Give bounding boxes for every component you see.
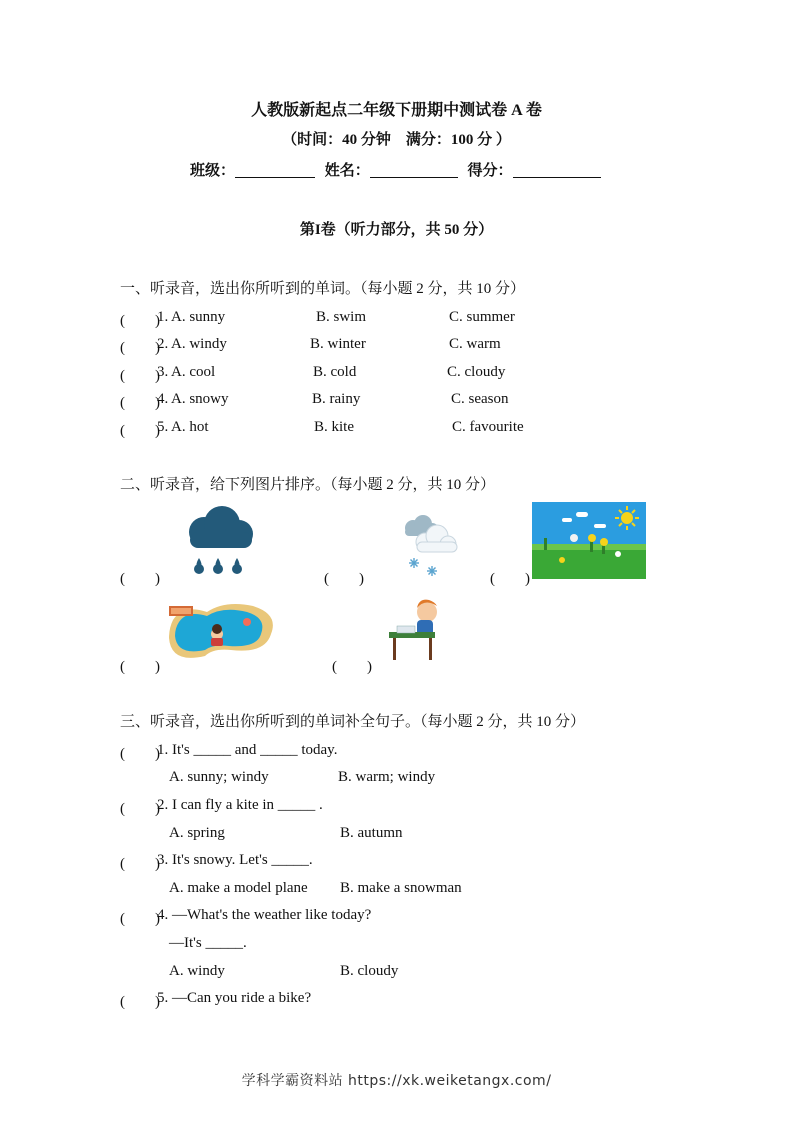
info-line [190,159,601,180]
question-number: 2. [157,336,169,352]
option-b: B. warm; windy [338,769,436,785]
score-label: 得分： [467,163,513,179]
option-b: B. swim [316,309,367,325]
option-b: B. cloudy [340,963,399,979]
option-a: A. windy [169,963,225,979]
picture-paren-4: ( ) [120,659,160,675]
part1-heading: 一、听录音，选出你所听到的单词。（每小题 2 分，共 10 分） [120,281,526,297]
option-a: A. spring [169,825,225,841]
rain-cloud-icon [182,502,258,580]
option-a: A. cool [171,364,216,380]
question-text: 3. It's snowy. Let's _____. [157,852,313,868]
part3-heading: 三、听录音，选出你所听到的单词补全句子。（每小题 2 分，共 10 分） [120,714,586,730]
picture-paren-1: ( ) [120,571,160,587]
option-b: B. kite [314,419,354,435]
exam-subtitle: （时间：40 分钟 满分：100 分 ） [282,132,511,148]
question-text: 1. It's _____ and _____ today. [157,742,338,758]
score-blank [513,162,601,178]
answer-paren: ( ) [120,340,160,356]
picture-paren-2: ( ) [324,571,364,587]
option-b: B. cold [313,364,357,380]
class-blank [235,162,315,178]
answer-paren: ( ) [120,313,160,329]
answer-paren: ( ) [120,423,160,439]
option-a: A. hot [171,419,209,435]
answer-paren: ( ) [120,994,160,1010]
section-title: 第I卷（听力部分，共 50 分） [299,222,494,238]
spring-field-icon [532,502,646,579]
answer-paren: ( ) [120,856,160,872]
name-blank [370,162,458,178]
snow-cloud-icon [397,514,461,578]
picture-paren-5: ( ) [332,659,372,675]
answer-paren: ( ) [120,746,160,762]
question-number: 5. [157,419,169,435]
option-c: C. summer [449,309,515,325]
question-text-continued: —It's _____. [169,935,247,951]
picture-paren-3: ( ) [490,571,530,587]
question-number: 3. [157,364,169,380]
exam-title: 人教版新起点二年级下册期中测试卷 A 卷 [251,102,542,119]
option-a: A. make a model plane [169,880,308,896]
option-c: C. cloudy [447,364,506,380]
option-a: A. snowy [171,391,229,407]
question-text: 4. —What's the weather like today? [157,907,372,923]
option-c: C. warm [449,336,501,352]
question-text: 5. —Can you ride a bike? [157,990,312,1006]
part2-heading: 二、听录音，给下列图片排序。（每小题 2 分，共 10 分） [120,477,496,493]
question-number: 1. [157,309,169,325]
option-b: B. winter [310,336,366,352]
option-b: B. make a snowman [340,880,462,896]
class-label: 班级： [190,163,236,179]
option-a: A. sunny [171,309,226,325]
option-c: C. season [451,391,509,407]
option-c: C. favourite [452,419,524,435]
swimming-pool-icon [163,600,275,662]
option-a: A. windy [171,336,227,352]
answer-paren: ( ) [120,368,160,384]
question-number: 4. [157,391,169,407]
name-label: 姓名： [324,163,370,179]
answer-paren: ( ) [120,801,160,817]
answer-paren: ( ) [120,911,160,927]
question-text: 2. I can fly a kite in _____ . [157,797,323,813]
part1-item [120,309,160,330]
option-a: A. sunny; windy [169,769,269,785]
option-b: B. autumn [340,825,403,841]
footer-watermark: 学科学霸资料站 https://xk.weiketangx.com/ [241,1073,552,1089]
option-b: B. rainy [312,391,361,407]
boy-reading-icon [383,598,443,662]
answer-paren: ( ) [120,395,160,411]
